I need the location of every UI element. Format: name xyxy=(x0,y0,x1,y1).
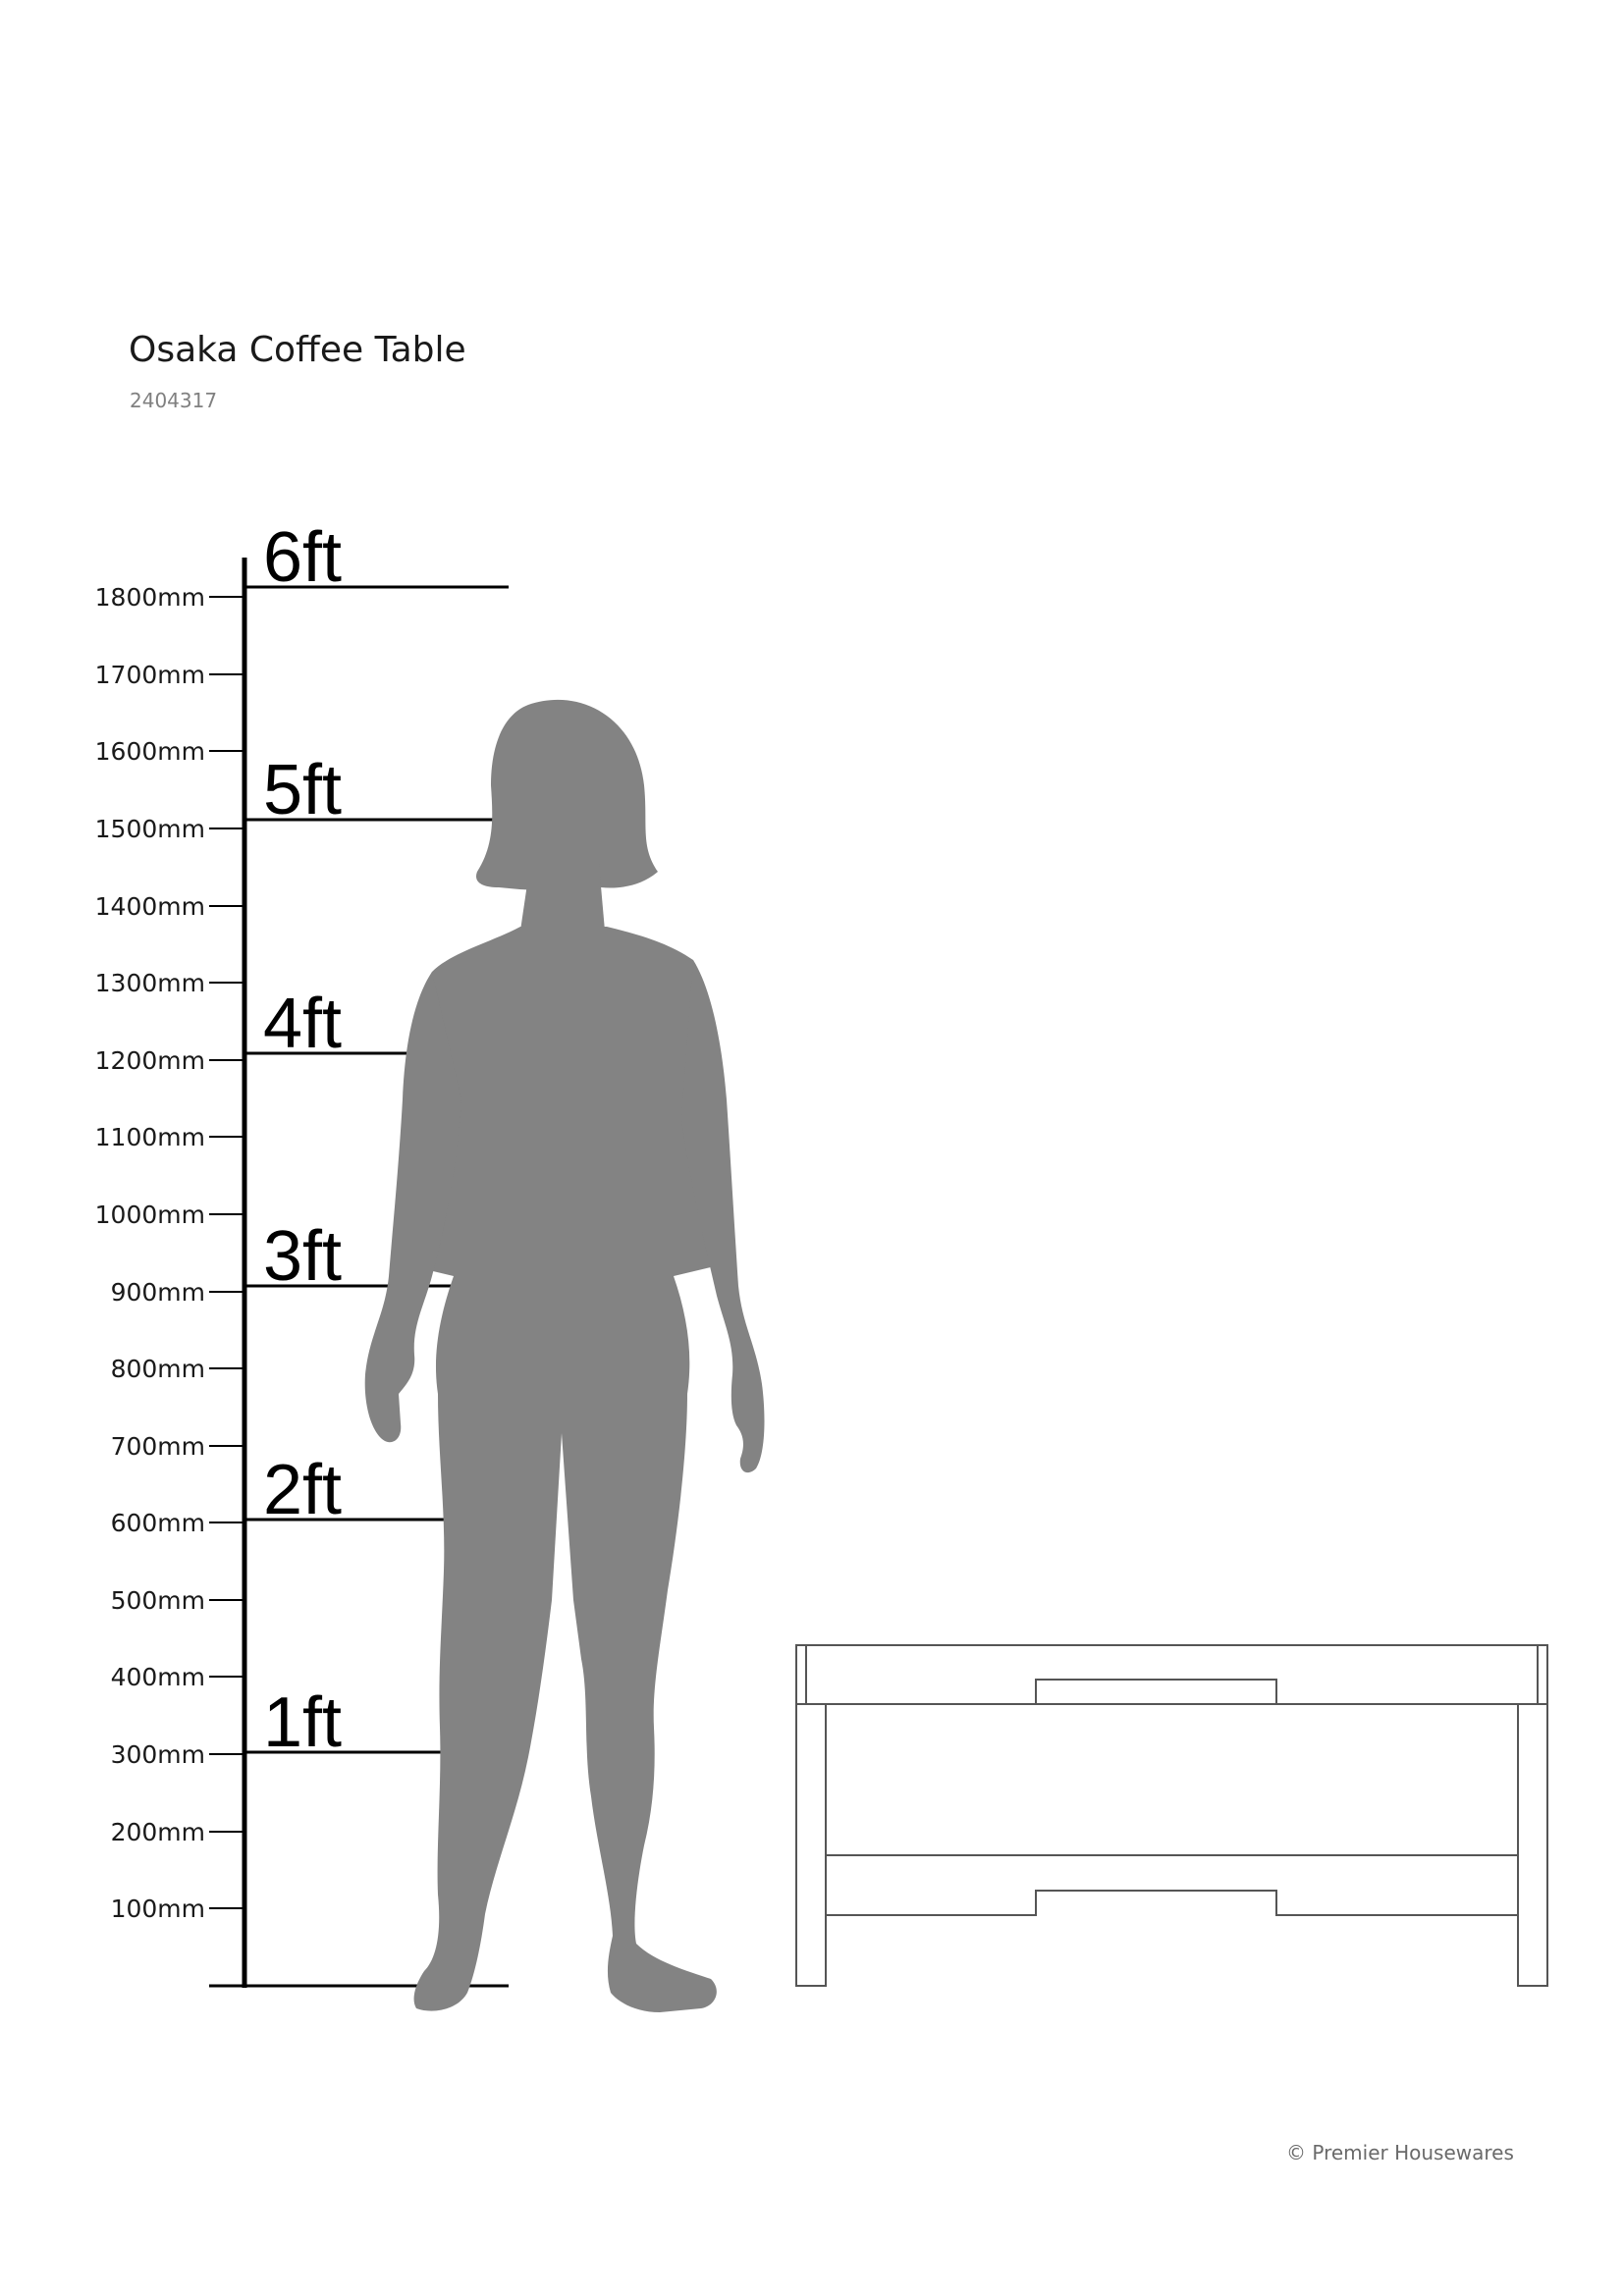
top-apron xyxy=(796,1680,1547,1704)
mm-label: 1500mm xyxy=(94,815,205,843)
product-code: 2404317 xyxy=(130,389,218,412)
mm-label: 1100mm xyxy=(94,1123,205,1151)
mm-label: 500mm xyxy=(110,1586,205,1615)
mm-label: 600mm xyxy=(110,1509,205,1537)
ft-label: 4ft xyxy=(263,985,343,1063)
mm-label: 1400mm xyxy=(94,892,205,921)
table-top xyxy=(796,1645,1547,1704)
ft-label: 6ft xyxy=(263,518,343,597)
mm-label: 1300mm xyxy=(94,969,205,997)
ft-label: 5ft xyxy=(263,751,343,829)
mm-label: 1800mm xyxy=(94,583,205,612)
person-silhouette-icon xyxy=(365,700,765,2012)
mm-label: 100mm xyxy=(110,1895,205,1923)
mm-label: 700mm xyxy=(110,1432,205,1461)
mm-label: 1000mm xyxy=(94,1201,205,1229)
table-leg-left xyxy=(796,1704,826,1986)
shelf-apron xyxy=(826,1891,1518,1915)
ft-label: 3ft xyxy=(263,1217,343,1296)
product-title: Osaka Coffee Table xyxy=(129,330,466,370)
coffee-table-drawing xyxy=(796,1645,1547,1986)
mm-label: 200mm xyxy=(110,1818,205,1846)
mm-label: 300mm xyxy=(110,1740,205,1769)
mm-label: 400mm xyxy=(110,1663,205,1691)
mm-scale xyxy=(95,583,244,1923)
mm-label: 1700mm xyxy=(94,661,205,689)
ft-label: 1ft xyxy=(263,1683,343,1762)
mm-label: 800mm xyxy=(110,1355,205,1383)
mm-label: 1600mm xyxy=(94,737,205,766)
mm-label: 1200mm xyxy=(94,1046,205,1075)
copyright-notice: © Premier Housewares xyxy=(1286,2141,1514,2164)
ft-label: 2ft xyxy=(263,1451,343,1529)
mm-label: 900mm xyxy=(110,1278,205,1307)
table-leg-right xyxy=(1518,1704,1547,1986)
